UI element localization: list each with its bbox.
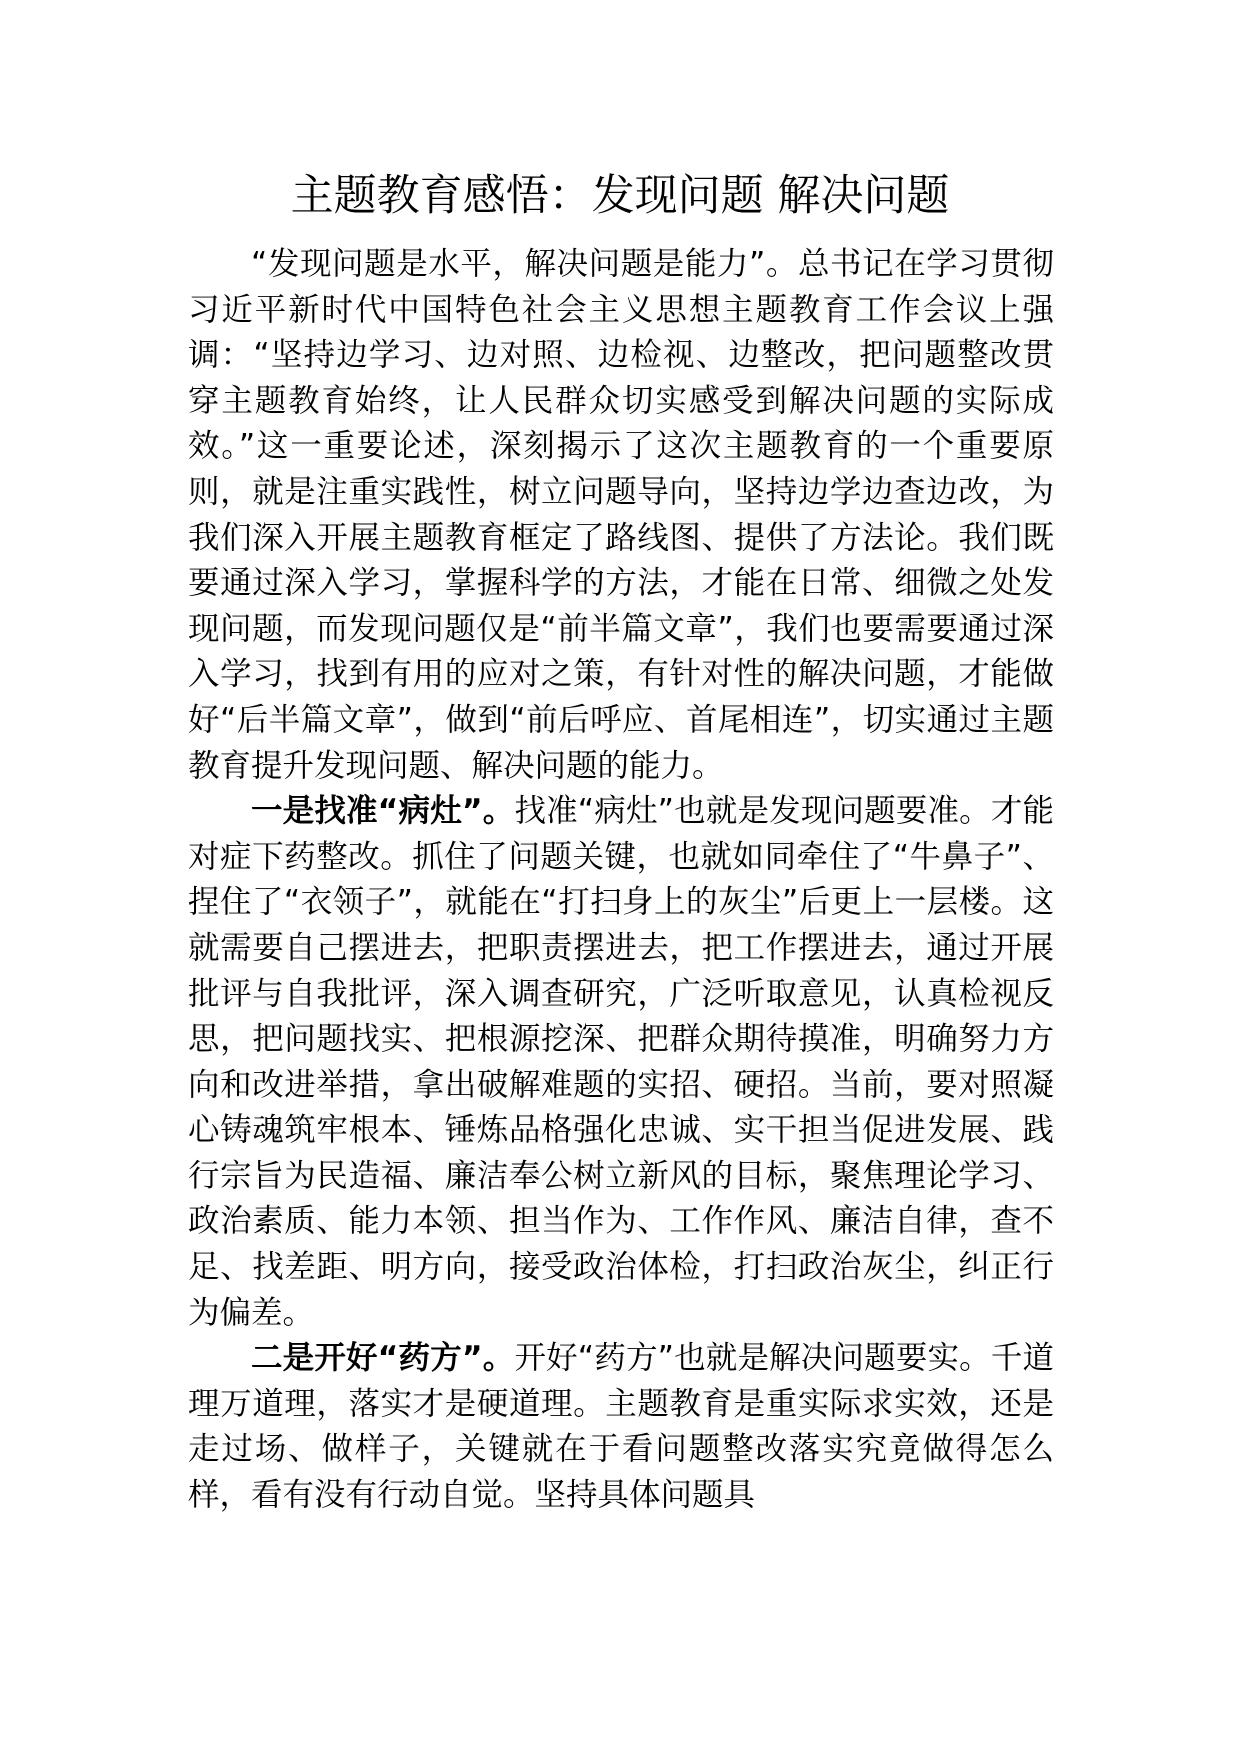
document-title: 主题教育感悟：发现问题 解决问题 [290, 171, 950, 221]
paragraph-text: 找准“病灶”也就是发现问题要准。才能对症下药整改。抓住了问题关键，也就如同牵住了“牛鼻子”、捏住了“衣领子”，就能在“打扫身上的灰尘”后更上一层楼。这就需要自己摆进去，把职责摆进去，把工作摆进去，通过开展批评与自我批评，深入调查研究，广泛听取意见，认真检视反思，把问题找实、把根源挖深、把群众期待摸准，明确努力方向和改进举措，拿出破解难题的实招、硬招。当前，要对照凝心铸魂筑牢根本、锤炼品格强化忠诚、实干担当促进发展、践行宗旨为民造福、廉洁奉公树立新风的目标，聚焦理论学习、政治素质、能力本领、担当作为、工作作风、廉洁自律，查不足、找差距、明方向，接受政治体检，打扫政治灰尘，纠正行为偏差。 [188, 793, 1055, 1331]
paragraph-text: “发现问题是水平，解决问题是能力”。总书记在学习贯彻习近平新时代中国特色社会主义思想主题教育工作会议上强调：“坚持边学习、边对照、边检视、边整改，把问题整改贯穿主题教育始终，让人民群众切实感受到解决问题的实际成效。”这一重要论述，深刻揭示了这次主题教育的一个重要原则，就是注重实践性，树立问题导向，坚持边学边查边改，为我们深入开展主题教育框定了路线图、提供了方法论。我们既要通过深入学习，掌握科学的方法，才能在日常、细微之处发现问题，而发现问题仅是“前半篇文章”，我们也要需要通过深入学习，找到有用的应对之策，有针对性的解决问题，才能做好“后半篇文章”，做到“前后呼应、首尾相连”，切实通过主题教育提升发现问题、解决问题的能力。 [188, 246, 1054, 784]
paragraph-text: 开好“药方”也就是解决问题要实。千道理万道理，落实才是硬道理。主题教育是重实际求实效，还是走过场、做样子，关键就在于看问题整改落实究竟做得怎么样，看有没有行动自觉。坚持具体问题具 [188, 1340, 1055, 1514]
paragraph-lead: 二是开好“药方”。 [251, 1340, 515, 1377]
document-body [188, 242, 1054, 1519]
paragraph-point-two [188, 1336, 1054, 1518]
paragraph-lead: 一是找准“病灶”。 [251, 793, 515, 830]
paragraph-intro [188, 242, 1054, 789]
paragraph-point-one [188, 789, 1054, 1336]
